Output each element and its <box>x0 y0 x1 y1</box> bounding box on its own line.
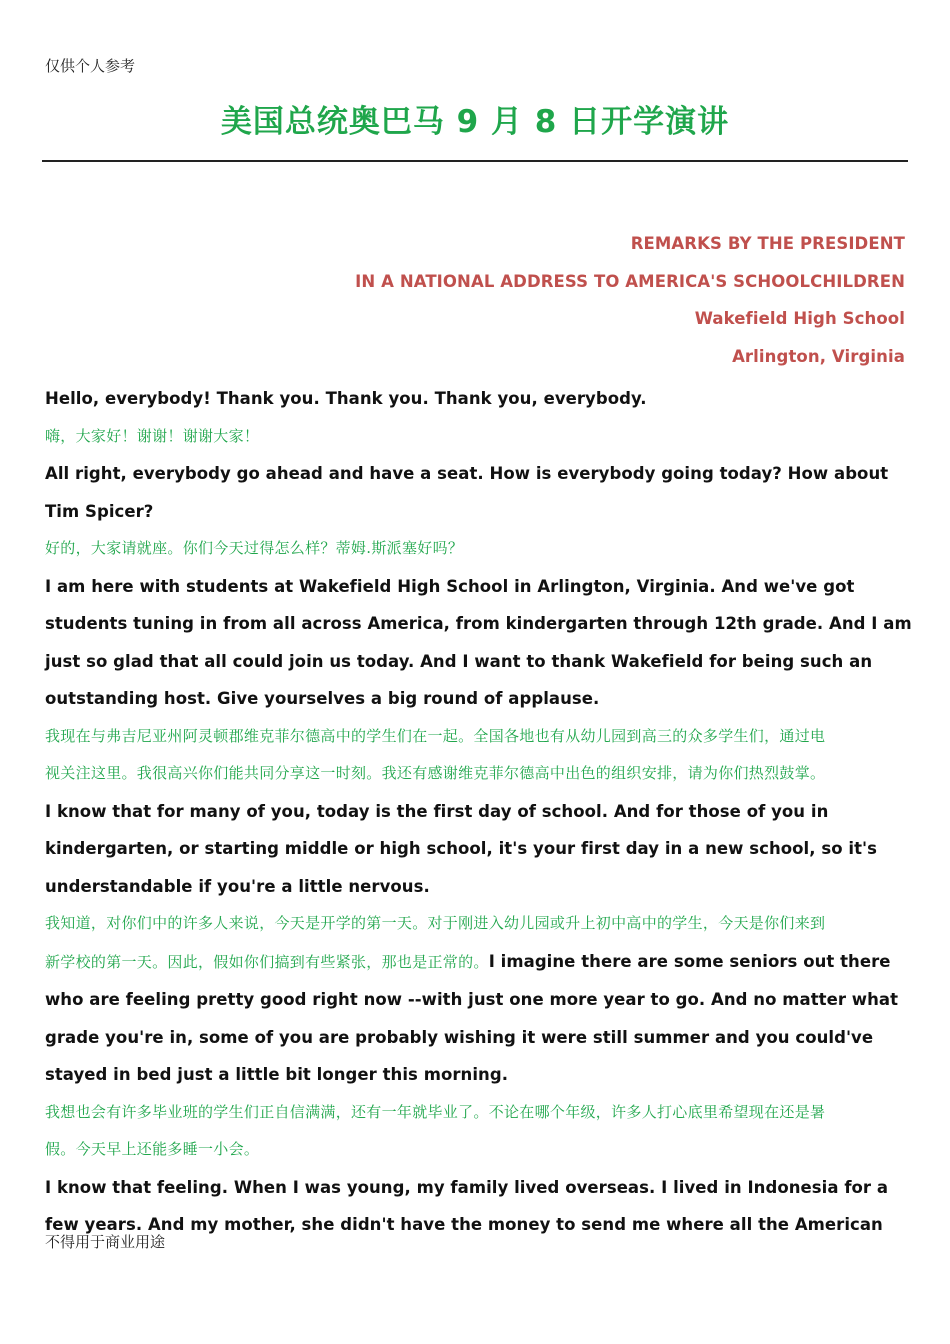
header-line-school: Wakefield High School <box>694 309 905 328</box>
english-line: I know that for many of you, today is the first day of school. And for those of you in <box>45 801 829 821</box>
chinese-line: 我现在与弗吉尼亚州阿灵顿郡维克菲尔德高中的学生们在一起。全国各地也有从幼儿园到高三的众多学生们，通过电 <box>45 726 826 745</box>
english-line: Hello, everybody! Thank you. Thank you. Thank you, everybody. <box>45 389 647 408</box>
title-divider <box>42 160 908 162</box>
header-line-address: IN A NATIONAL ADDRESS TO AMERICA'S SCHOOLCHILDREN <box>355 271 905 291</box>
english-line: grade you're in, some of you are probably wishing it were still summer and you could've <box>45 1027 874 1047</box>
english-line: kindergarten, or starting middle or high school, it's your first day in a new school, so it's <box>45 839 877 858</box>
chinese-line: 好的，大家请就座。你们今天过得怎么样？蒂姆.斯派塞好吗？ <box>45 539 464 557</box>
speech-body <box>45 380 927 1244</box>
header-line-remarks: REMARKS BY THE PRESIDENT <box>630 234 905 253</box>
english-text: I imagine there are some seniors out there <box>488 951 891 971</box>
english-line: All right, everybody go ahead and have a seat. How is everybody going today? How about <box>45 464 889 483</box>
english-line: who are feeling pretty good right now --with just one more year to go. And no matter what <box>45 990 899 1009</box>
header-note: 仅供个人参考 <box>45 57 136 75</box>
english-line: I know that feeling. When I was young, my family lived overseas. I lived in Indonesia for a <box>45 1177 889 1197</box>
english-line: stayed in bed just a little bit longer this morning. <box>45 1065 509 1084</box>
chinese-line: 我知道，对你们中的许多人来说，今天是开学的第一天。对于刚进入幼儿园或升上初中高中的学生，今天是你们来到 <box>45 914 826 932</box>
chinese-line: 嗨，大家好！谢谢！谢谢大家！ <box>45 426 260 445</box>
speech-header <box>355 231 905 381</box>
page-title: 美国总统奥巴马 9 月 8 日开学演讲 <box>220 104 730 140</box>
english-line: just so glad that all could join us today. And I want to thank Wakefield for being such an <box>45 651 873 671</box>
english-line: Tim Spicer? <box>45 501 154 521</box>
english-line: understandable if you're a little nervous. <box>45 876 430 896</box>
chinese-line: 假。今天早上还能多睡一小会。 <box>45 1140 260 1158</box>
english-line: I am here with students at Wakefield High School in Arlington, Virginia. And we've got <box>45 576 855 596</box>
footer-note: 不得用于商业用途 <box>45 1233 166 1251</box>
chinese-line: 视关注这里。我很高兴你们能共同分享这一时刻。我还有感谢维克菲尔德高中出色的组织安排，请为你们热烈鼓掌。 <box>45 764 826 782</box>
mixed-line <box>45 943 927 982</box>
chinese-text: 新学校的第一天。因此，假如你们搞到有些紧张，那也是正常的。 <box>45 952 489 971</box>
english-line: outstanding host. Give yourselves a big round of applause. <box>45 689 600 708</box>
header-line-location: Arlington, Virginia <box>732 346 905 366</box>
chinese-line: 我想也会有许多毕业班的学生们正自信满满，还有一年就毕业了。不论在哪个年级，许多人打心底里希望现在还是暑 <box>45 1102 826 1121</box>
english-line: students tuning in from all across America, from kindergarten through 12th grade. And I am <box>45 614 912 633</box>
english-line: few years. And my mother, she didn't have the money to send me where all the American <box>45 1215 883 1234</box>
